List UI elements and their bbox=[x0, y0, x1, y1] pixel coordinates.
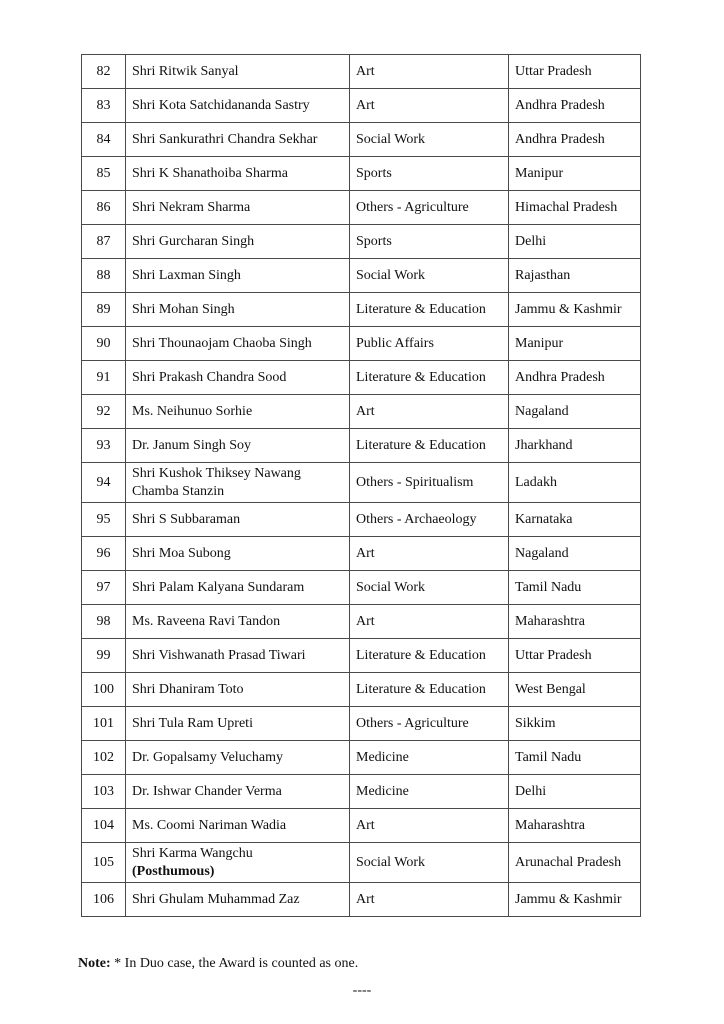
awardee-name-cell bbox=[126, 191, 350, 225]
serial-number-cell: 88 bbox=[82, 259, 126, 293]
serial-number-cell: 83 bbox=[82, 89, 126, 123]
field-cell: Art bbox=[350, 55, 509, 89]
awardee-name-cell bbox=[126, 741, 350, 775]
field-cell: Art bbox=[350, 395, 509, 429]
field-cell: Others - Spiritualism bbox=[350, 463, 509, 503]
serial-number-cell: 95 bbox=[82, 503, 126, 537]
table-row bbox=[82, 843, 641, 883]
awardee-name: Ms. Raveena Ravi Tandon bbox=[132, 613, 281, 629]
field-cell: Social Work bbox=[350, 571, 509, 605]
awardee-name: Dr. Gopalsamy Veluchamy bbox=[132, 749, 283, 765]
table-row bbox=[82, 395, 641, 429]
awardee-name: Shri Kota Satchidananda Sastry bbox=[132, 97, 310, 113]
state-cell: Himachal Pradesh bbox=[509, 191, 641, 225]
state-cell: Jharkhand bbox=[509, 429, 641, 463]
footnote bbox=[78, 955, 358, 973]
awardee-name-cell bbox=[126, 327, 350, 361]
state-cell: Andhra Pradesh bbox=[509, 123, 641, 157]
awardee-name: Dr. Janum Singh Soy bbox=[132, 437, 252, 453]
table-row bbox=[82, 225, 641, 259]
state-cell: Maharashtra bbox=[509, 809, 641, 843]
state-cell: Nagaland bbox=[509, 537, 641, 571]
awardee-name: Shri Sankurathri Chandra Sekhar bbox=[132, 131, 318, 147]
awardee-name: Ms. Neihunuo Sorhie bbox=[132, 403, 253, 419]
awardee-name-cell bbox=[126, 395, 350, 429]
field-cell: Literature & Education bbox=[350, 293, 509, 327]
awardee-name: Shri Ritwik Sanyal bbox=[132, 63, 239, 79]
field-cell: Medicine bbox=[350, 741, 509, 775]
awardee-name-cell bbox=[126, 605, 350, 639]
field-cell: Public Affairs bbox=[350, 327, 509, 361]
field-cell: Medicine bbox=[350, 775, 509, 809]
awardee-name-cell bbox=[126, 503, 350, 537]
state-cell: Ladakh bbox=[509, 463, 641, 503]
awardee-name-cell bbox=[126, 843, 350, 883]
field-cell: Literature & Education bbox=[350, 429, 509, 463]
serial-number-cell: 102 bbox=[82, 741, 126, 775]
serial-number-cell: 92 bbox=[82, 395, 126, 429]
awardee-name: Shri Nekram Sharma bbox=[132, 199, 251, 215]
state-cell: West Bengal bbox=[509, 673, 641, 707]
awardees-table bbox=[81, 54, 641, 917]
awardee-name-cell bbox=[126, 361, 350, 395]
state-cell: Jammu & Kashmir bbox=[509, 883, 641, 917]
posthumous-label: (Posthumous) bbox=[132, 863, 215, 879]
table-row bbox=[82, 259, 641, 293]
state-cell: Manipur bbox=[509, 327, 641, 361]
end-of-page-mark: ---- bbox=[352, 983, 372, 998]
awardee-name-cell bbox=[126, 55, 350, 89]
table-row bbox=[82, 639, 641, 673]
field-cell: Others - Archaeology bbox=[350, 503, 509, 537]
state-cell: Andhra Pradesh bbox=[509, 89, 641, 123]
serial-number-cell: 100 bbox=[82, 673, 126, 707]
awardee-name-cell bbox=[126, 639, 350, 673]
state-cell: Maharashtra bbox=[509, 605, 641, 639]
serial-number-cell: 97 bbox=[82, 571, 126, 605]
serial-number-cell: 106 bbox=[82, 883, 126, 917]
awardee-name-cell bbox=[126, 707, 350, 741]
table-row bbox=[82, 883, 641, 917]
awardee-name-cell bbox=[126, 809, 350, 843]
awardee-name: Shri Mohan Singh bbox=[132, 301, 235, 317]
serial-number-cell: 99 bbox=[82, 639, 126, 673]
field-cell: Art bbox=[350, 809, 509, 843]
serial-number-cell: 104 bbox=[82, 809, 126, 843]
awardee-name-cell bbox=[126, 463, 350, 503]
table-row bbox=[82, 123, 641, 157]
state-cell: Nagaland bbox=[509, 395, 641, 429]
awardee-name: Shri Moa Subong bbox=[132, 545, 231, 561]
state-cell: Tamil Nadu bbox=[509, 741, 641, 775]
state-cell: Delhi bbox=[509, 225, 641, 259]
awardee-name-cell bbox=[126, 225, 350, 259]
table-row bbox=[82, 775, 641, 809]
field-cell: Literature & Education bbox=[350, 639, 509, 673]
awardee-name-cell bbox=[126, 537, 350, 571]
field-cell: Literature & Education bbox=[350, 361, 509, 395]
footnote-label: Note: bbox=[78, 956, 111, 971]
serial-number-cell: 101 bbox=[82, 707, 126, 741]
awardee-name: Shri K Shanathoiba Sharma bbox=[132, 165, 288, 181]
awardee-name: Shri Laxman Singh bbox=[132, 267, 241, 283]
table-row bbox=[82, 537, 641, 571]
awardee-name-cell bbox=[126, 123, 350, 157]
serial-number-cell: 82 bbox=[82, 55, 126, 89]
table-row bbox=[82, 429, 641, 463]
awardee-name: Ms. Coomi Nariman Wadia bbox=[132, 817, 287, 833]
table-row bbox=[82, 89, 641, 123]
serial-number-cell: 103 bbox=[82, 775, 126, 809]
state-cell: Sikkim bbox=[509, 707, 641, 741]
field-cell: Sports bbox=[350, 225, 509, 259]
serial-number-cell: 105 bbox=[82, 843, 126, 883]
state-cell: Arunachal Pradesh bbox=[509, 843, 641, 883]
awardee-name: Shri Vishwanath Prasad Tiwari bbox=[132, 647, 306, 663]
awardee-name: Shri Ghulam Muhammad Zaz bbox=[132, 891, 300, 907]
state-cell: Rajasthan bbox=[509, 259, 641, 293]
table-row bbox=[82, 707, 641, 741]
table-row bbox=[82, 293, 641, 327]
awardee-name: Shri Dhaniram Toto bbox=[132, 681, 244, 697]
table-row bbox=[82, 503, 641, 537]
serial-number-cell: 89 bbox=[82, 293, 126, 327]
serial-number-cell: 90 bbox=[82, 327, 126, 361]
footnote-text: * In Duo case, the Award is counted as one. bbox=[110, 956, 359, 971]
table-row bbox=[82, 571, 641, 605]
field-cell: Art bbox=[350, 883, 509, 917]
state-cell: Delhi bbox=[509, 775, 641, 809]
awardee-name-cell bbox=[126, 883, 350, 917]
table-row bbox=[82, 361, 641, 395]
table-row bbox=[82, 191, 641, 225]
awardee-name: Shri Tula Ram Upreti bbox=[132, 715, 253, 731]
state-cell: Andhra Pradesh bbox=[509, 361, 641, 395]
state-cell: Karnataka bbox=[509, 503, 641, 537]
serial-number-cell: 85 bbox=[82, 157, 126, 191]
serial-number-cell: 93 bbox=[82, 429, 126, 463]
table-row bbox=[82, 157, 641, 191]
state-cell: Tamil Nadu bbox=[509, 571, 641, 605]
awardee-name-cell bbox=[126, 259, 350, 293]
table-row bbox=[82, 327, 641, 361]
field-cell: Art bbox=[350, 605, 509, 639]
field-cell: Art bbox=[350, 537, 509, 571]
awardee-name-cell bbox=[126, 293, 350, 327]
field-cell: Art bbox=[350, 89, 509, 123]
serial-number-cell: 98 bbox=[82, 605, 126, 639]
field-cell: Others - Agriculture bbox=[350, 707, 509, 741]
awardee-name: Shri Kushok Thiksey Nawang Chamba Stanzin bbox=[132, 465, 301, 499]
awardee-name-cell bbox=[126, 775, 350, 809]
table-row bbox=[82, 809, 641, 843]
table-row bbox=[82, 55, 641, 89]
state-cell: Jammu & Kashmir bbox=[509, 293, 641, 327]
awardee-name: Shri S Subbaraman bbox=[132, 511, 241, 527]
awardee-name: Shri Karma Wangchu bbox=[132, 845, 253, 861]
awardee-name-cell bbox=[126, 429, 350, 463]
state-cell: Uttar Pradesh bbox=[509, 55, 641, 89]
field-cell: Social Work bbox=[350, 843, 509, 883]
awardee-name: Shri Gurcharan Singh bbox=[132, 233, 255, 249]
awardee-name: Dr. Ishwar Chander Verma bbox=[132, 783, 282, 799]
table-row bbox=[82, 741, 641, 775]
field-cell: Sports bbox=[350, 157, 509, 191]
serial-number-cell: 84 bbox=[82, 123, 126, 157]
awardee-name: Shri Palam Kalyana Sundaram bbox=[132, 579, 305, 595]
awardee-name-cell bbox=[126, 89, 350, 123]
serial-number-cell: 91 bbox=[82, 361, 126, 395]
field-cell: Others - Agriculture bbox=[350, 191, 509, 225]
awardee-name-cell bbox=[126, 157, 350, 191]
serial-number-cell: 94 bbox=[82, 463, 126, 503]
state-cell: Uttar Pradesh bbox=[509, 639, 641, 673]
state-cell: Manipur bbox=[509, 157, 641, 191]
awardee-name: Shri Prakash Chandra Sood bbox=[132, 369, 287, 385]
field-cell: Social Work bbox=[350, 123, 509, 157]
serial-number-cell: 96 bbox=[82, 537, 126, 571]
table-row bbox=[82, 605, 641, 639]
serial-number-cell: 86 bbox=[82, 191, 126, 225]
awardees-table-body bbox=[82, 55, 641, 917]
awardee-name-cell bbox=[126, 673, 350, 707]
table-row bbox=[82, 463, 641, 503]
awardee-name: Shri Thounaojam Chaoba Singh bbox=[132, 335, 312, 351]
awardee-name-cell bbox=[126, 571, 350, 605]
field-cell: Literature & Education bbox=[350, 673, 509, 707]
serial-number-cell: 87 bbox=[82, 225, 126, 259]
table-row bbox=[82, 673, 641, 707]
field-cell: Social Work bbox=[350, 259, 509, 293]
